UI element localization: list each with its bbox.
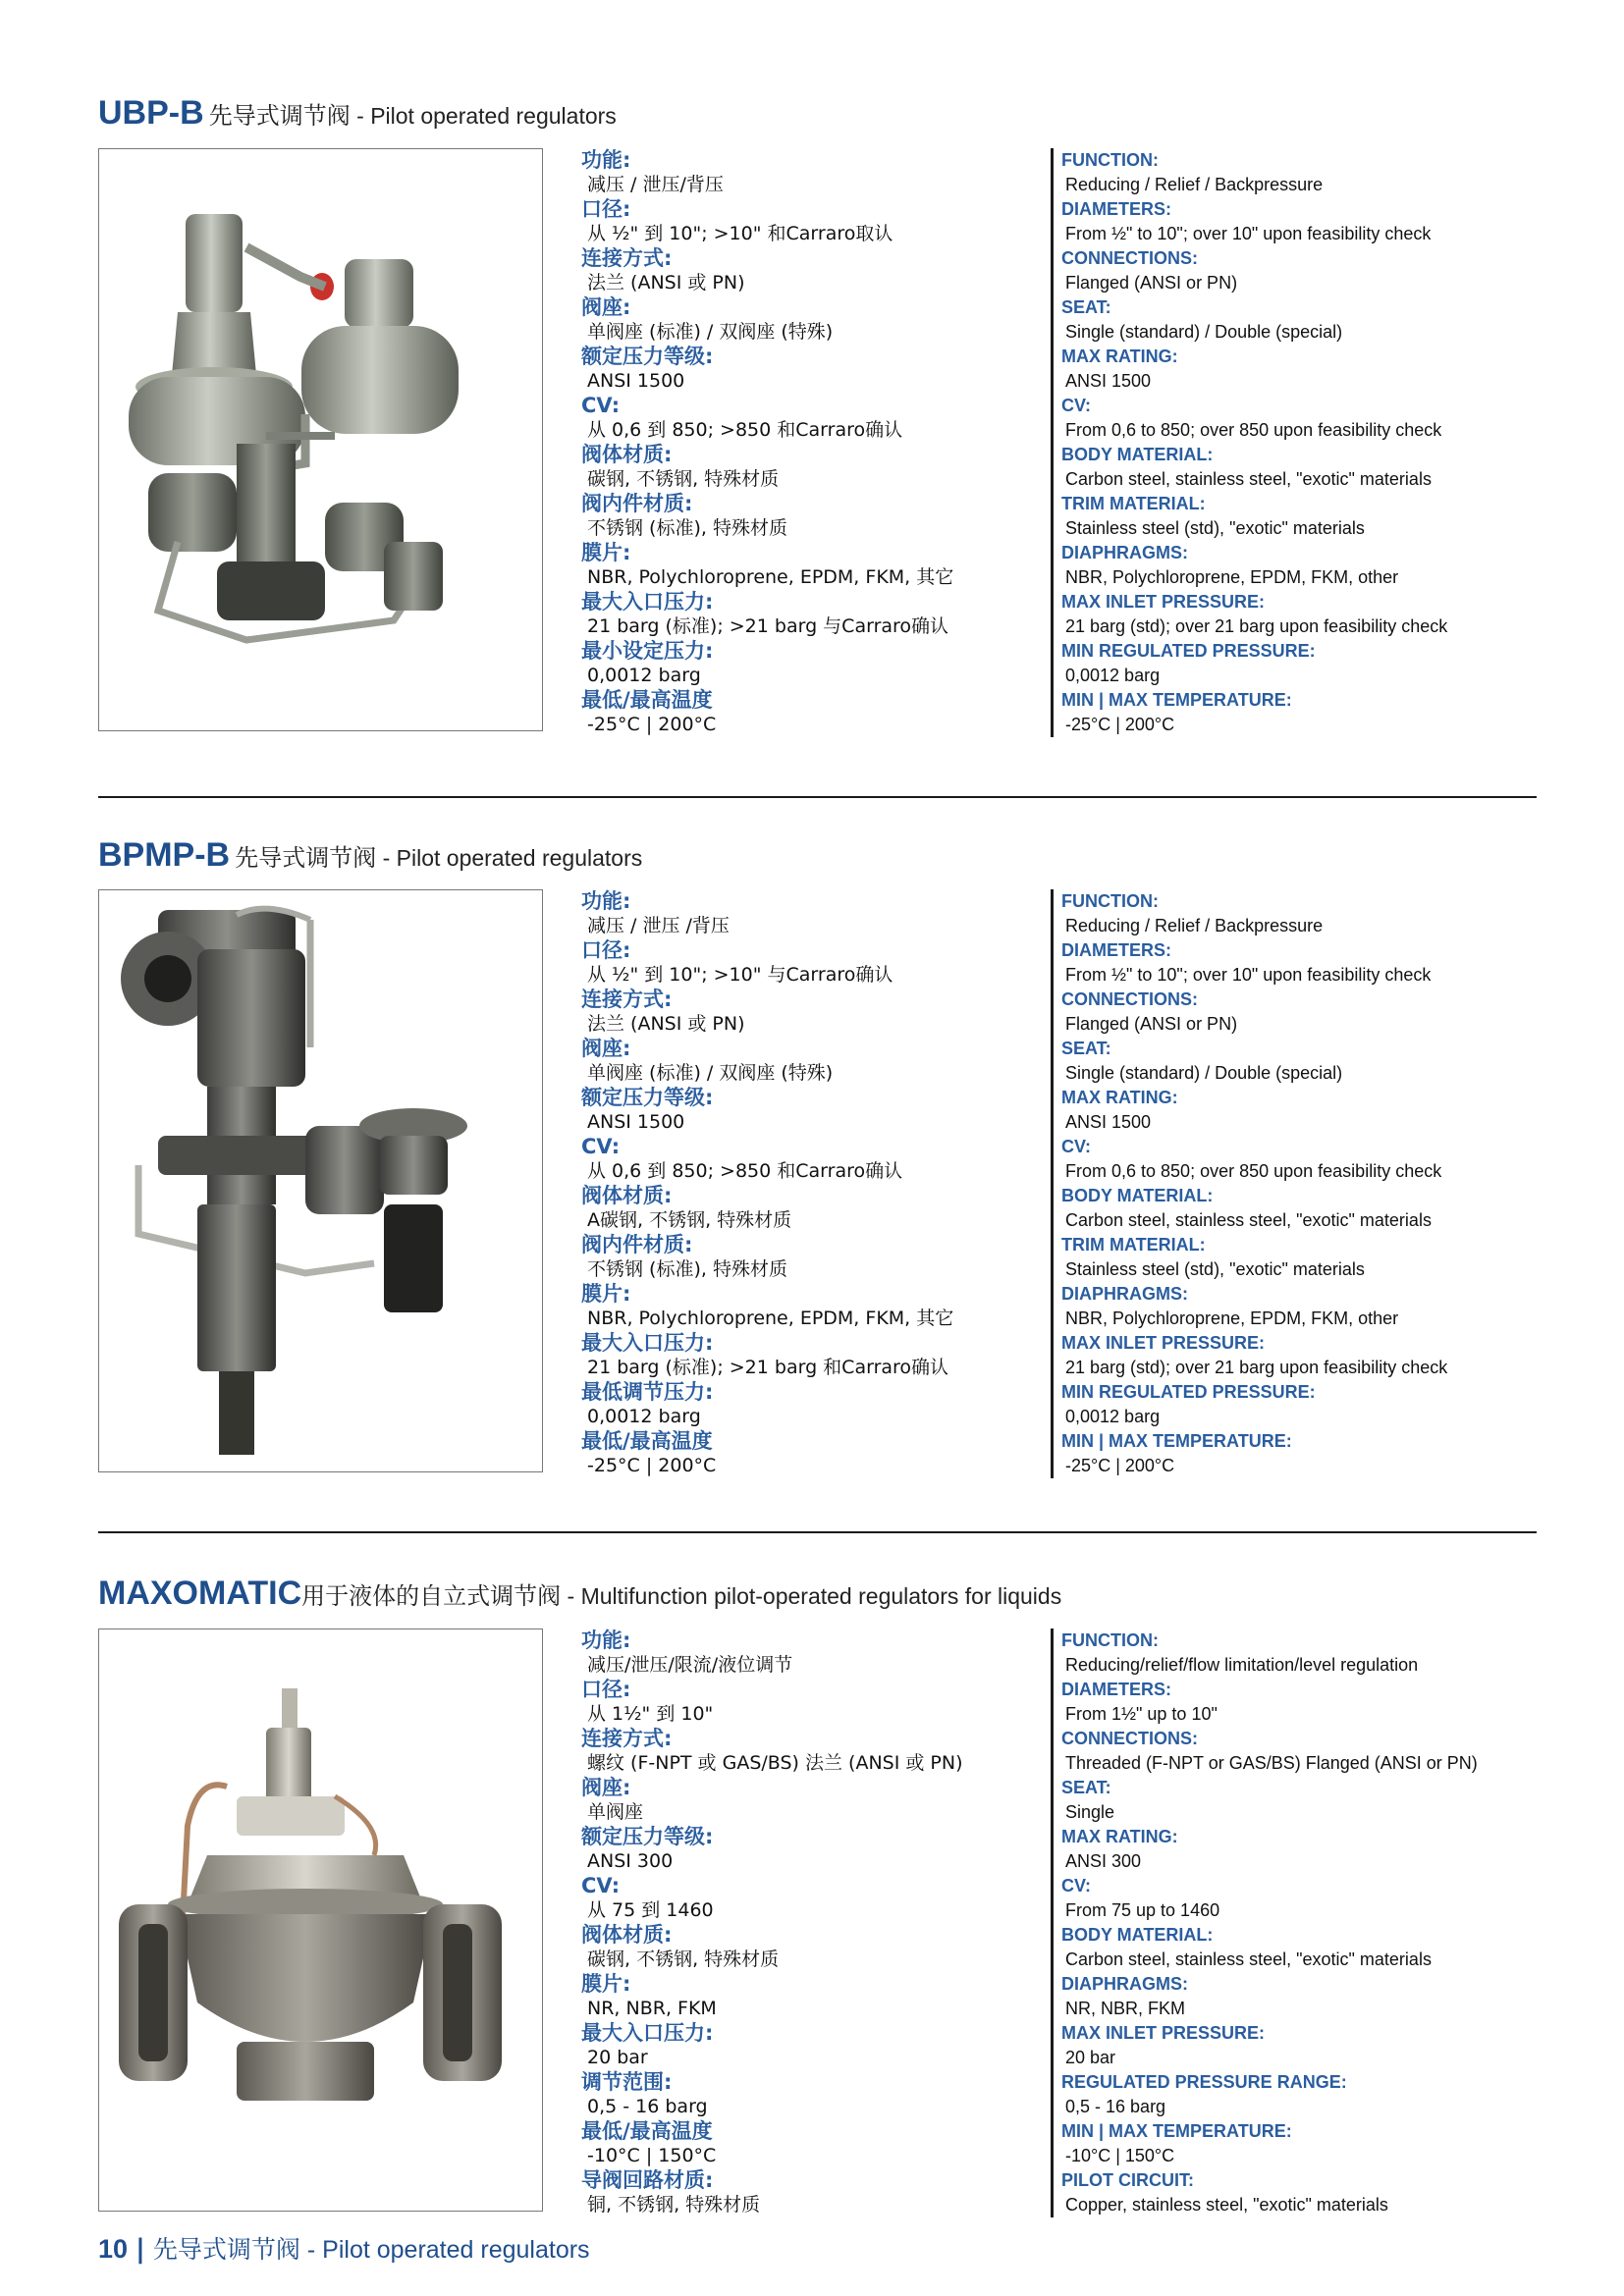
spec-value-cn: 0,0012 barg <box>587 1406 701 1427</box>
spec-value-en: From 75 up to 1460 <box>1065 1900 1220 1920</box>
spec-label-en: MAX INLET PRESSURE: <box>1061 2023 1266 2043</box>
spec-value-cn: -25°C | 200°C <box>587 1455 717 1476</box>
spec-label-cn: 阀座: <box>581 1776 631 1799</box>
english-spec-list <box>1051 148 1542 737</box>
spec-label-en: BODY MATERIAL: <box>1061 445 1214 464</box>
spec-label-cn: 阀体材质: <box>581 1923 673 1947</box>
spec-label-cn: 阀内件材质: <box>581 1233 693 1256</box>
spec-label-en: DIAMETERS: <box>1061 1680 1171 1699</box>
spec-label-cn: 额定压力等级: <box>581 1825 714 1848</box>
spec-value-en: Carbon steel, stainless steel, "exotic" materials <box>1065 1949 1432 1969</box>
spec-value-cn: 从 0,6 到 850; >850 和Carraro确认 <box>587 419 903 441</box>
spec-value-en: Single <box>1065 1802 1115 1822</box>
spec-value-en: 20 bar <box>1065 2048 1116 2067</box>
spec-label-cn: 最大入口压力: <box>581 1331 714 1355</box>
title-english: - Pilot operated regulators <box>376 845 643 871</box>
spec-value-en: 21 barg (std); over 21 barg upon feasibility check <box>1065 1358 1448 1377</box>
spec-label-en: TRIM MATERIAL: <box>1061 494 1206 513</box>
spec-label-cn: 连接方式: <box>581 246 673 270</box>
spec-label-cn: 膜片: <box>581 1282 631 1306</box>
spec-label-en: CONNECTIONS: <box>1061 989 1198 1009</box>
spec-value-en: Reducing/relief/flow limitation/level regulation <box>1065 1655 1419 1675</box>
chinese-spec-list <box>581 1629 1043 2217</box>
title-chinese: 用于液体的自立式调节阀 <box>301 1582 562 1610</box>
spec-label-en: SEAT: <box>1061 1778 1111 1797</box>
spec-label-cn: 阀座: <box>581 295 631 319</box>
spec-label-en: CV: <box>1061 396 1092 415</box>
spec-label-en: MAX RATING: <box>1061 1088 1178 1107</box>
spec-value-cn: NR, NBR, FKM <box>587 1998 717 2019</box>
spec-value-cn: 0,0012 barg <box>587 665 701 686</box>
spec-value-cn: 从 ½" 到 10"; >10" 和Carraro取认 <box>587 223 893 244</box>
chinese-spec-list <box>581 889 1043 1478</box>
title-chinese: 先导式调节阀 <box>208 102 351 130</box>
chinese-spec-list <box>581 148 1043 737</box>
spec-value-cn: 法兰 (ANSI 或 PN) <box>587 272 745 294</box>
spec-value-cn: 从 0,6 到 850; >850 和Carraro确认 <box>587 1160 903 1182</box>
section-divider <box>98 1531 1537 1533</box>
english-spec-list <box>1051 1629 1542 2217</box>
spec-value-cn: ANSI 300 <box>587 1850 674 1872</box>
spec-value-en: Carbon steel, stainless steel, "exotic" materials <box>1065 469 1432 489</box>
spec-label-cn: CV: <box>581 1874 621 1897</box>
spec-label-cn: 膜片: <box>581 1972 631 1996</box>
spec-label-cn: 连接方式: <box>581 988 673 1011</box>
spec-value-cn: 不锈钢 (标准), 特殊材质 <box>587 517 787 539</box>
spec-label-cn: 最大入口压力: <box>581 590 714 614</box>
ubp-b-regulator-illustration <box>99 149 542 730</box>
model-name: MAXOMATIC <box>98 1575 302 1612</box>
spec-value-en: Flanged (ANSI or PN) <box>1065 1014 1238 1034</box>
spec-label-cn: 功能: <box>581 1629 631 1652</box>
spec-label-en: MIN | MAX TEMPERATURE: <box>1061 1431 1292 1451</box>
spec-label-en: MIN REGULATED PRESSURE: <box>1061 641 1316 661</box>
spec-label-en: REGULATED PRESSURE RANGE: <box>1061 2072 1347 2092</box>
spec-value-cn: -25°C | 200°C <box>587 714 717 735</box>
spec-value-en: Stainless steel (std), "exotic" materials <box>1065 518 1365 538</box>
spec-value-cn: NBR, Polychloroprene, EPDM, FKM, 其它 <box>587 1308 954 1329</box>
spec-value-en: Flanged (ANSI or PN) <box>1065 273 1238 293</box>
spec-value-en: Single (standard) / Double (special) <box>1065 1063 1343 1083</box>
spec-label-en: DIAPHRAGMS: <box>1061 1974 1188 1994</box>
spec-value-cn: NBR, Polychloroprene, EPDM, FKM, 其它 <box>587 566 954 588</box>
spec-label-cn: 额定压力等级: <box>581 345 714 368</box>
spec-value-en: 0,0012 barg <box>1065 666 1161 685</box>
spec-value-en: Reducing / Relief / Backpressure <box>1065 916 1324 935</box>
spec-value-en: Reducing / Relief / Backpressure <box>1065 175 1324 194</box>
spec-value-en: 0,0012 barg <box>1065 1407 1161 1426</box>
spec-label-en: MIN | MAX TEMPERATURE: <box>1061 690 1292 710</box>
spec-value-cn: 21 barg (标准); >21 barg 与Carraro确认 <box>587 615 949 637</box>
spec-value-cn: 不锈钢 (标准), 特殊材质 <box>587 1258 787 1280</box>
spec-value-en: Single (standard) / Double (special) <box>1065 322 1343 342</box>
spec-label-cn: 最小设定压力: <box>581 639 714 663</box>
model-name: BPMP-B <box>98 836 231 874</box>
spec-label-cn: 调节范围: <box>581 2070 673 2094</box>
spec-value-cn: 0,5 - 16 barg <box>587 2096 708 2117</box>
spec-label-en: MIN | MAX TEMPERATURE: <box>1061 2121 1292 2141</box>
section-title <box>98 94 617 133</box>
model-name: UBP-B <box>98 94 204 132</box>
spec-label-cn: 阀座: <box>581 1037 631 1060</box>
spec-value-cn: 单阀座 (标准) / 双阀座 (特殊) <box>587 321 834 343</box>
spec-label-en: CV: <box>1061 1137 1092 1156</box>
spec-label-en: FUNCTION: <box>1061 1630 1159 1650</box>
spec-label-cn: 口径: <box>581 197 631 221</box>
spec-label-en: SEAT: <box>1061 297 1111 317</box>
spec-label-cn: 功能: <box>581 148 631 172</box>
title-english: - Multifunction pilot-operated regulators for liquids <box>561 1583 1062 1609</box>
spec-value-en: -10°C | 150°C <box>1065 2146 1175 2165</box>
spec-value-cn: 碳钢, 不锈钢, 特殊材质 <box>587 1949 780 1970</box>
spec-value-en: 0,5 - 16 barg <box>1065 2097 1166 2116</box>
footer-title-english: - Pilot operated regulators <box>299 2236 590 2264</box>
page-footer <box>98 2230 590 2266</box>
spec-value-en: -25°C | 200°C <box>1065 1456 1175 1475</box>
spec-label-cn: 功能: <box>581 889 631 913</box>
spec-label-en: PILOT CIRCUIT: <box>1061 2170 1194 2190</box>
maxomatic-regulator-illustration <box>99 1629 542 2211</box>
spec-label-cn: 阀内件材质: <box>581 492 693 515</box>
spec-value-en: ANSI 1500 <box>1065 1112 1152 1132</box>
spec-value-en: Stainless steel (std), "exotic" materials <box>1065 1259 1365 1279</box>
spec-label-cn: 额定压力等级: <box>581 1086 714 1109</box>
spec-label-en: FUNCTION: <box>1061 150 1159 170</box>
spec-value-en: 21 barg (std); over 21 barg upon feasibility check <box>1065 616 1448 636</box>
spec-value-en: NR, NBR, FKM <box>1065 1999 1186 2018</box>
spec-value-cn: ANSI 1500 <box>587 370 685 392</box>
spec-value-cn: 单阀座 (标准) / 双阀座 (特殊) <box>587 1062 834 1084</box>
spec-label-en: BODY MATERIAL: <box>1061 1186 1214 1205</box>
spec-label-en: BODY MATERIAL: <box>1061 1925 1214 1945</box>
title-english: - Pilot operated regulators <box>350 103 617 129</box>
spec-value-en: ANSI 1500 <box>1065 371 1152 391</box>
spec-label-en: MIN REGULATED PRESSURE: <box>1061 1382 1316 1402</box>
spec-value-cn: ANSI 1500 <box>587 1111 685 1133</box>
spec-value-cn: 减压 / 泄压/背压 <box>587 174 724 195</box>
footer-separator: | <box>135 2234 145 2265</box>
spec-value-en: -25°C | 200°C <box>1065 715 1175 734</box>
spec-label-cn: 最低/最高温度 <box>581 688 713 712</box>
spec-value-cn: 从 75 到 1460 <box>587 1899 714 1921</box>
spec-value-cn: 20 bar <box>587 2047 648 2068</box>
spec-label-cn: 导阀回路材质: <box>581 2168 714 2192</box>
english-spec-list <box>1051 889 1542 1478</box>
spec-value-cn: 单阀座 <box>587 1801 644 1823</box>
spec-value-en: From ½" to 10"; over 10" upon feasibility check <box>1065 224 1432 243</box>
section-divider <box>98 796 1537 798</box>
spec-label-cn: CV: <box>581 1135 621 1158</box>
spec-value-en: Copper, stainless steel, "exotic" materials <box>1065 2195 1388 2215</box>
spec-label-cn: 阀体材质: <box>581 1184 673 1207</box>
spec-label-en: DIAPHRAGMS: <box>1061 1284 1188 1304</box>
product-photo <box>98 889 543 1472</box>
spec-value-cn: 21 barg (标准); >21 barg 和Carraro确认 <box>587 1357 949 1378</box>
spec-value-cn: 碳钢, 不锈钢, 特殊材质 <box>587 468 780 490</box>
spec-label-cn: 最低调节压力: <box>581 1380 714 1404</box>
spec-value-cn: 减压/泄压/限流/液位调节 <box>587 1654 793 1676</box>
spec-value-cn: 减压 / 泄压 /背压 <box>587 915 730 936</box>
spec-label-cn: 口径: <box>581 938 631 962</box>
spec-value-cn: A碳钢, 不锈钢, 特殊材质 <box>587 1209 792 1231</box>
spec-label-en: MAX INLET PRESSURE: <box>1061 592 1266 612</box>
spec-value-en: ANSI 300 <box>1065 1851 1142 1871</box>
section-title <box>98 836 642 875</box>
spec-value-en: From ½" to 10"; over 10" upon feasibility check <box>1065 965 1432 985</box>
spec-label-cn: 膜片: <box>581 541 631 564</box>
spec-label-en: DIAPHRAGMS: <box>1061 543 1188 562</box>
spec-label-en: TRIM MATERIAL: <box>1061 1235 1206 1255</box>
spec-value-en: Carbon steel, stainless steel, "exotic" materials <box>1065 1210 1432 1230</box>
spec-label-cn: 最低/最高温度 <box>581 1429 713 1453</box>
spec-label-en: SEAT: <box>1061 1039 1111 1058</box>
spec-value-en: From 1½" up to 10" <box>1065 1704 1218 1724</box>
spec-value-cn: 螺纹 (F-NPT 或 GAS/BS) 法兰 (ANSI 或 PN) <box>587 1752 963 1774</box>
spec-value-cn: -10°C | 150°C <box>587 2145 717 2166</box>
spec-label-en: MAX RATING: <box>1061 347 1178 366</box>
spec-label-cn: 最大入口压力: <box>581 2021 714 2045</box>
section-title <box>98 1575 1061 1613</box>
spec-label-en: CV: <box>1061 1876 1092 1896</box>
spec-value-en: NBR, Polychloroprene, EPDM, FKM, other <box>1065 567 1399 587</box>
title-chinese: 先导式调节阀 <box>235 844 377 872</box>
spec-value-en: NBR, Polychloroprene, EPDM, FKM, other <box>1065 1308 1399 1328</box>
spec-label-en: MAX RATING: <box>1061 1827 1178 1846</box>
bpmp-b-regulator-illustration <box>99 890 542 1471</box>
spec-label-en: CONNECTIONS: <box>1061 248 1198 268</box>
spec-label-cn: CV: <box>581 394 621 417</box>
spec-value-en: From 0,6 to 850; over 850 upon feasibility check <box>1065 1161 1442 1181</box>
spec-label-cn: 连接方式: <box>581 1727 673 1750</box>
spec-label-en: MAX INLET PRESSURE: <box>1061 1333 1266 1353</box>
spec-value-cn: 从 1½" 到 10" <box>587 1703 714 1725</box>
spec-label-cn: 最低/最高温度 <box>581 2119 713 2143</box>
spec-value-cn: 法兰 (ANSI 或 PN) <box>587 1013 745 1035</box>
spec-value-cn: 从 ½" 到 10"; >10" 与Carraro确认 <box>587 964 893 986</box>
spec-label-cn: 口径: <box>581 1678 631 1701</box>
spec-value-en: Threaded (F-NPT or GAS/BS) Flanged (ANSI or PN) <box>1065 1753 1478 1773</box>
footer-title-chinese: 先导式调节阀 <box>152 2235 300 2264</box>
page-number: 10 <box>98 2234 129 2264</box>
spec-value-cn: 铜, 不锈钢, 特殊材质 <box>587 2194 761 2216</box>
product-photo <box>98 148 543 731</box>
spec-label-en: DIAMETERS: <box>1061 940 1171 960</box>
spec-label-cn: 阀体材质: <box>581 443 673 466</box>
spec-label-en: DIAMETERS: <box>1061 199 1171 219</box>
spec-label-en: FUNCTION: <box>1061 891 1159 911</box>
spec-value-en: From 0,6 to 850; over 850 upon feasibility check <box>1065 420 1442 440</box>
product-photo <box>98 1629 543 2212</box>
spec-label-en: CONNECTIONS: <box>1061 1729 1198 1748</box>
